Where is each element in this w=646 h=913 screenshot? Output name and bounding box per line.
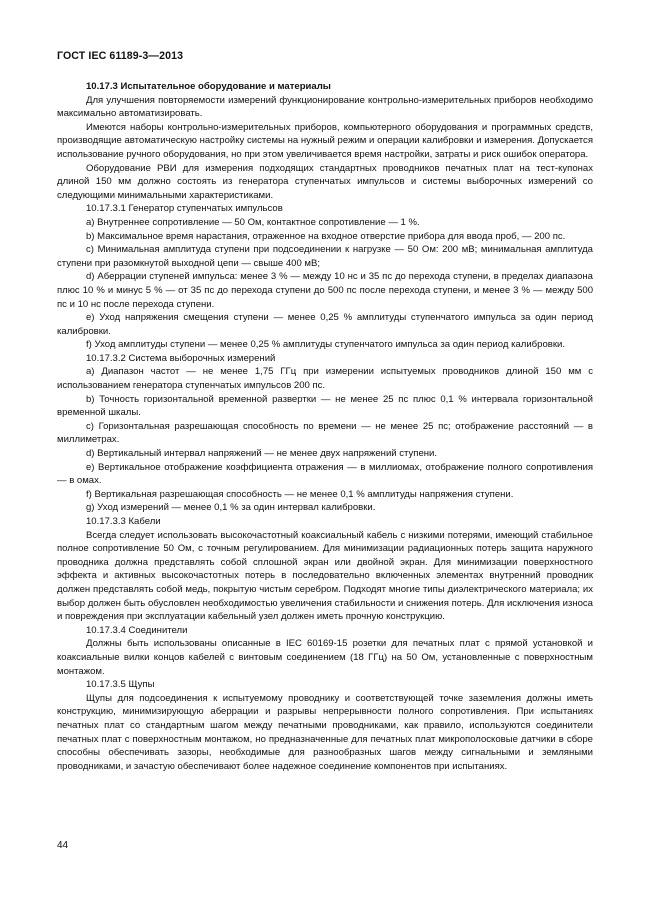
body-paragraph: g) Уход измерений — менее 0,1 % за один интервал калибровки.	[86, 502, 376, 514]
body-paragraph: Всегда следует использовать высокочастотный коаксиальный кабель с низкими потерями, имеющий стабильное полное сопротивление 50 Ом, с точным регулированием. Для минимизации радиационных потерь защита наружного проводника должна представлять собой сплошной экран или двойной экран. Для минимизации поверхностного эффекта и активных высокочастотных потерь в последовательно включенных элементах внутренний проводник должен представлять собой медь, покрытую чистым серебром. Подходят многие типы диэлектрического материала; их выбор должен быть обусловлен необходимостью увеличения стабильности и снижения потерь. Для исключения износа и повреждения при эксплуатации кабельный узел должен иметь прочную конструкцию.	[57, 529, 593, 623]
body-paragraph: Щупы для подсоединения к испытуемому проводнику и соответствующей точке заземления должны иметь конструкцию, минимизирующую аберрации и разрывы непрерывности полного сопротивления. При испытаниях печатных плат со стандартным шагом между печатными проводниками, как правило, используются соединители печатных плат с поверхностным монтажом, но предназначенные для печатных плат микрополосковые датчики в сборе способны обеспечивать зазоры, необходимые для разнообразных шагов между сигнальными и земляными проводниками, и зачастую обеспечивают более надежное соединение компонентов при испытаниях.	[57, 692, 593, 772]
body-paragraph: Имеются наборы контрольно-измерительных приборов, компьютерного оборудования и программных средств, производящие автоматическую настройку системы на нужный режим и операции калибровки и измерения. Допускается использование ручного оборудования, но при этом увеличивается время настройки, затраты и риск ошибок оператора.	[57, 121, 593, 160]
body-paragraph: 10.17.3.2 Система выборочных измерений	[86, 352, 276, 364]
body-paragraph: 10.17.3.5 Щупы	[86, 679, 155, 691]
body-paragraph: Для улучшения повторяемости измерений функционирование контрольно-измерительных приборов необходимо максимально автоматизировать.	[57, 94, 593, 120]
body-paragraph: 10.17.3.1 Генератор ступенчатых импульсов	[86, 203, 283, 215]
document-code: ГОСТ IEC 61189-3—2013	[57, 50, 184, 62]
document-body	[57, 80, 593, 773]
body-paragraph: Должны быть использованы описанные в IEC 60169-15 розетки для печатных плат с прямой установкой и коаксиальные вилки концов кабелей с винтовым соединением (18 ГГц) на 50 Ом, установленные с поверхностным монтажом.	[57, 638, 593, 677]
body-paragraph: Оборудование РВИ для измерения подходящих стандартных проводников печатных плат на тест-купонах длиной 150 мм должно состоять из генератора ступенчатых импульсов и системы выборочных измерений со следующими минимальными характеристиками.	[57, 162, 593, 201]
body-paragraph: c) Горизонтальная разрешающая способность по времени — не менее 25 пс; отображение расстояний — в миллиметрах.	[57, 420, 593, 446]
body-paragraph: f) Вертикальная разрешающая способность — не менее 0,1 % амплитуды напряжения ступени.	[86, 488, 514, 500]
page-number: 44	[57, 840, 69, 851]
body-paragraph: 10.17.3.4 Соединители	[86, 624, 188, 636]
body-paragraph: d) Вертикальный интервал напряжений — не менее двух напряжений ступени.	[86, 448, 438, 460]
body-paragraph: c) Минимальная амплитуда ступени при подсоединении к нагрузке — 50 Ом: 200 мВ; минимальная амплитуда ступени при разомкнутой выходной цепи — свыше 400 мВ;	[57, 244, 593, 269]
body-paragraph: a) Диапазон частот — не менее 1,75 ГГц при измерении испытуемых проводников длиной 150 мм с использованием генератора ступенчатых импульсов 200 пс.	[57, 366, 593, 392]
body-paragraph: f) Уход амплитуды ступени — менее 0,25 % амплитуды ступенчатого импульса за один период калибровки.	[86, 339, 565, 351]
body-paragraph: b) Максимальное время нарастания, отраженное на входное отверстие прибора для ввода проб, — 200 пс.	[86, 230, 566, 242]
body-paragraph: e) Вертикальное отображение коэффициента отражения — в миллиомах, отображение полного сопротивления — в омах.	[57, 461, 593, 487]
body-paragraph: 10.17.3.3 Кабели	[86, 516, 161, 527]
body-paragraph: b) Точность горизонтальной временной развертки — не менее 25 пс плюс 0,1 % интервала горизонтальной временной шкалы.	[57, 393, 593, 419]
body-paragraph: e) Уход напряжения смещения ступени — менее 0,25 % амплитуды ступенчатого импульса за один период калибровки.	[57, 312, 593, 337]
body-paragraph: a) Внутреннее сопротивление — 50 Ом, контактное сопротивление — 1 %.	[86, 216, 420, 228]
section-heading: 10.17.3 Испытательное оборудование и материалы	[86, 81, 331, 92]
body-paragraph: d) Аберрации ступеней импульса: менее 3 % — между 10 нс и 35 пс до перехода ступени, в пределах диапазона плюс 10 % и минус 5 % — от 35 пс до перехода ступени до 500 пс после перехода ступени, и менее 3 % — между 500 пс и 10 нс после перехода ступени.	[57, 271, 593, 310]
